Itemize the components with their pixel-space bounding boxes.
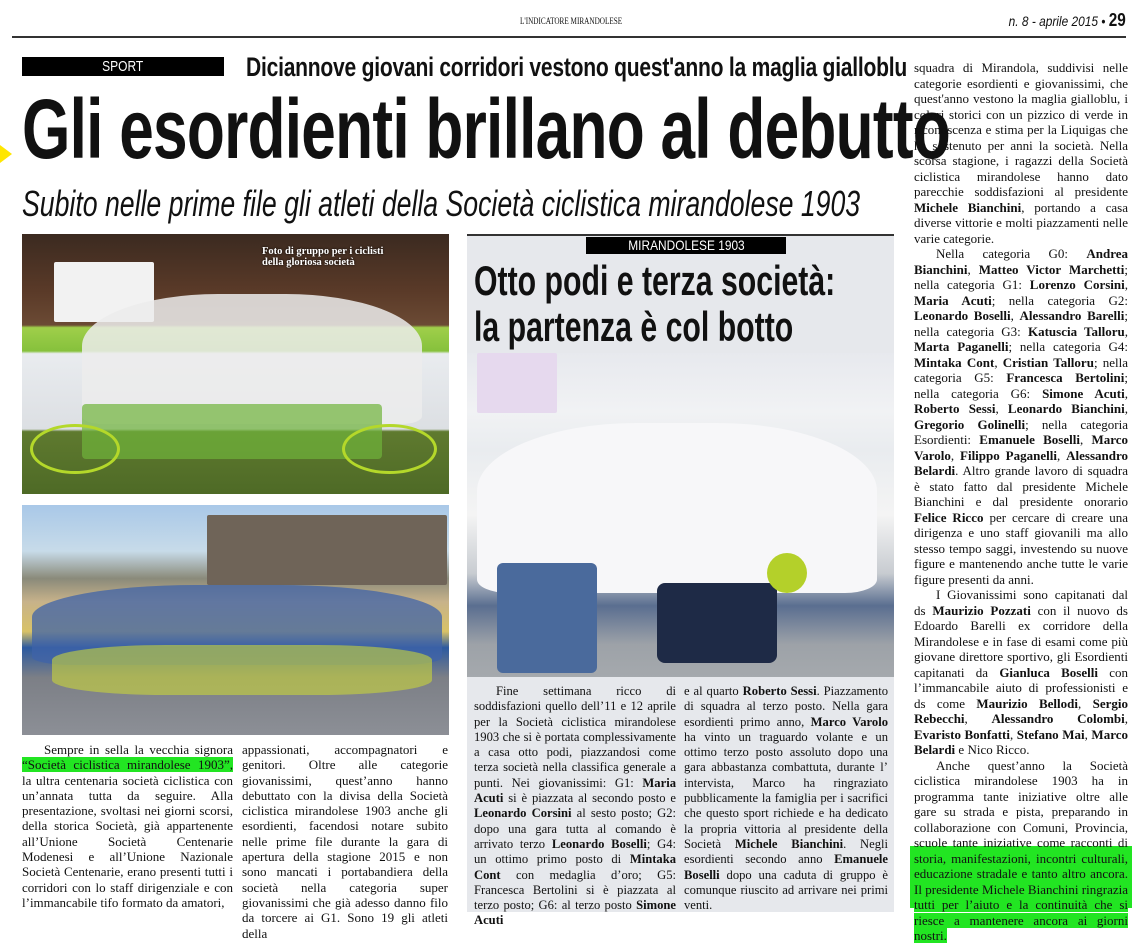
text-run: ; nella categoria G4: (1008, 339, 1128, 354)
bold-name: Alessandro Barelli (1019, 308, 1125, 323)
col5-p1-start: squadra di Mirandola, suddivisi nelle categorie esordienti e giovanissimi, che quest'anno vestono la maglia gialloblu, i colori storici con un pizzico di verde in riconoscenza e stima per la Liquigas che ha sostenuto per anni la società. Nella scorsa stagione, i ragazzi della Società ciclistica mirandolese hanno dato parecchie soddisfazioni al presidente (914, 60, 1128, 199)
bold-name: Marco Belardi (914, 726, 1128, 757)
flower-bouquet (767, 553, 807, 593)
text-run: , (994, 354, 1003, 370)
sidebar-title-line1: Otto podi e terza società: (474, 257, 836, 304)
text-run: . Negli esordienti secondo anno (684, 836, 889, 867)
bold-name: Alessandro Belardi (914, 447, 1129, 478)
text-run: , (1124, 711, 1128, 726)
staff-paragraph (914, 587, 1128, 758)
text-run: si è piazzata al secondo posto e (503, 791, 676, 806)
bold-name: Roberto Sessi (914, 401, 996, 416)
text-run: . Altro grande lavoro di squadra è stato fatto dal presidente Michele Bianchini e dal presidente onorario (914, 463, 1128, 509)
bold-name: Michele Bianchini (734, 836, 844, 851)
text-run: Fine settimana ricco di soddisfazioni quello dell’11 e 12 aprile per la Società ciclistica mirandolese 1903 che si è portata complessivamente a casa otto podi, piazzandosi come terza società nella classifica generale a punti. Nei giovanissimi: G1: (474, 684, 676, 790)
text-run: , (1010, 308, 1020, 323)
bold-name: Maurizio Pozzati (932, 602, 1031, 618)
section-tag-label: SPORT (102, 58, 144, 75)
categories-paragraph (914, 246, 1128, 587)
text-run: , (1124, 401, 1129, 416)
text-run: ; nella categoria G3: (914, 308, 1129, 339)
text-run: . Piazzamento di squadra al terzo posto. Nella gara esordienti primo anno, (684, 684, 889, 729)
text-run: , (967, 261, 979, 277)
headline: Gli esordienti brillano al debutto (22, 82, 951, 176)
bold-name: Stefano Mai (1016, 726, 1085, 742)
bold-name: Evaristo Bonfatti (914, 726, 1010, 742)
podium-photo (467, 353, 894, 677)
article-column-3 (914, 60, 1128, 944)
bold-name: Gregorio Golinelli (914, 416, 1026, 432)
bold-name: Maurizio Bellodi (976, 695, 1079, 711)
sidebar-section-tag-label: MIRANDOLESE 1903 (627, 237, 745, 253)
bold-name: Alessandro Colombi (991, 711, 1125, 726)
bicycle-left (30, 424, 120, 474)
bold-name: Leonardo Boselli (551, 836, 647, 851)
bold-name: Felice Ricco (914, 509, 984, 525)
sidebar-title-line2: la partenza è col botto (474, 303, 794, 350)
legs-group (82, 404, 382, 459)
bold-name: Matteo Victor Marchetti (978, 261, 1125, 277)
photo-caption-line2: della gloriosa società (262, 257, 355, 268)
bold-name: Maria Acuti (914, 292, 992, 308)
text-run: , (1124, 385, 1128, 401)
col1-text-rest: la ultra centenaria società ciclistica con un’annata tutta da seguire. Alla presentazione, svoltasi nei giorni scorsi, della storica Società, già appartenente all’Unione Società Centenarie Modenesi e all’Unione Nazionale Società Centenarie, erano presenti tutti i corridori con lo staff dirigenziale e con l’immancabile tifo formato da amatori, (22, 772, 233, 910)
header-rule (12, 36, 1126, 38)
text-run: ; nella categoria G2: (991, 292, 1129, 308)
bold-name: Andrea Bianchini (914, 246, 1128, 277)
col5-p4-text: Anche quest’anno la Società ciclistica mirandolese 1903 ha in programma tante iniziative oltre alle gare su strada e pista, preparando in collaborazione con Comuni, Provincia, scuole tante iniziative come racconti di storia, manifestazioni, incontri culturali, educazione stradale e tanto altro ancora. (914, 757, 1128, 881)
text-run: , (1124, 323, 1129, 339)
bold-name: Simone Acuti (474, 898, 676, 928)
building (207, 515, 447, 585)
pointer-arrow-icon (0, 145, 12, 163)
photo-caption-line1: Foto di gruppo per i ciclisti (262, 246, 384, 257)
text-run: , (964, 711, 992, 726)
bold-name: Marco Varolo (914, 432, 1129, 463)
bold-name: Marco Varolo (810, 714, 888, 729)
banner (477, 353, 557, 413)
newspaper-name: L'INDICATORE MIRANDOLESE (520, 16, 623, 26)
col5-p1-end: , portando a casa diverse vittorie e molti piazzamenti nelle varie categorie. (914, 199, 1129, 246)
issue-info (1009, 10, 1126, 31)
text-run: e al quarto (684, 684, 743, 698)
president-name: Michele Bianchini (914, 199, 1022, 215)
text-run: con il nuovo ds Edoardo Barelli ex corridore della Mirandolese e in fase di esami come più giovane direttore sportivo, gli Esordienti capitanati da (914, 602, 1128, 680)
bicycle-right (342, 424, 437, 474)
group-photo (22, 234, 449, 494)
sidebar-title (474, 258, 835, 350)
text-run: dopo una caduta di gruppo è comunque riuscito ad arrivare nei primi venti. (684, 867, 888, 913)
page-number: 29 (1108, 10, 1126, 30)
section-tag (22, 57, 224, 76)
bold-name: Mintaka Cont (914, 354, 995, 370)
text-run: , (1084, 726, 1092, 742)
bold-name: Mintaka Cont (474, 852, 676, 882)
text-run: ha vinto un traguardo volante e un ottimo terzo posto assoluto dopo una gara abbastanza combattuta, durante l’ intervista, Marco ha ringraziato pubblicamente la famiglia per i sacrifici che questo sport richiede e ha dedicato la propria vittoria al presidente della Società (684, 729, 888, 851)
kicker: Diciannove giovani corridori vestono quest'anno la maglia gialloblu (246, 52, 908, 82)
text-run: ; nella categoria Esordienti: (914, 416, 1128, 447)
text-run: con medaglia d’oro; G5: Francesca Bertolini si è piazzata al terzo posto; G6: al terzo posto (474, 867, 676, 913)
bold-name: Emanuele Boselli (684, 852, 888, 882)
col1-text-start: Sempre in sella la vecchia signora (44, 742, 233, 757)
bikes-row (52, 645, 432, 695)
bold-name: Katuscia Talloru (1027, 323, 1125, 339)
text-run: con l’immancabile aiuto di professionisti e ds come (914, 664, 1128, 711)
kids-seated (657, 583, 777, 663)
bold-name: Filippo Paganelli (960, 447, 1057, 463)
text-run: , (1079, 432, 1092, 447)
sidebar-column-1 (474, 684, 676, 929)
text-run: ; nella categoria G6: (914, 370, 1128, 401)
sidebar-col1-text (474, 684, 676, 929)
bold-name: Leonardo Corsini (474, 806, 572, 821)
text-run: Nella categoria G0: (936, 246, 1087, 261)
text-run: per cercare di creare una dirigenza e uno staff giovanili ma allo stesso tempo saggi, investendo su nuove figure e mantenendo anche tutte le varie figure presenti da anni. (914, 509, 1129, 587)
bold-name: Maria Acuti (474, 775, 676, 806)
cyclists-photo (22, 505, 449, 735)
highlighted-thanks: Il presidente Michele Bianchini ringrazia tutti per l’aiuto e la continuità che si riesce a mantenere ancora ai giorni nostri. (914, 881, 1128, 943)
bold-name: Leonardo Boselli (914, 308, 1011, 323)
bold-name: Emanuele Boselli (979, 432, 1080, 447)
text-run: e Nico Ricco. (955, 742, 1030, 757)
bold-name: Francesca Bertolini (1006, 370, 1125, 385)
text-run: ; G4: un ottimo primo posto di (474, 836, 677, 867)
bold-name: Lorenzo Corsini (1029, 277, 1125, 292)
issue-date: n. 8 - aprile 2015 • (1008, 13, 1106, 29)
masthead (0, 8, 1138, 38)
sidebar-column-2 (684, 684, 888, 913)
bold-name: Cristian Talloru (1002, 354, 1094, 370)
text-run: ; nella categoria G5: (914, 354, 1129, 385)
bold-name: Roberto Sessi (742, 684, 817, 698)
sidebar-col2-text (684, 684, 888, 913)
text-run: , (1010, 726, 1017, 742)
text-run: , (1078, 695, 1093, 711)
text-run: , (1124, 277, 1128, 292)
col2-text: appassionati, accompagnatori e genitori. Oltre alle categorie giovanissimi, quest’anno hanno debuttato con la divisa della Società ciclistica mirandolese 1903 anche gli esordienti, facendosi notare subito nelle prime file durante la gara di apertura della stagione 2015 e non sono mancati i portabandiera della società nella categoria super giovanissimi che già adesso danno filo da torcere ai G1. Sono 19 gli atleti della (242, 742, 448, 941)
bold-name: Sergio Rebecchi (914, 695, 1128, 726)
bold-name: Simone Acuti (1042, 385, 1125, 401)
jeans-left (497, 563, 597, 673)
bold-name: Marta Paganelli (914, 339, 1009, 354)
bold-name: Gianluca Boselli (999, 664, 1098, 680)
article-column-1 (22, 742, 233, 910)
subheadline: Subito nelle prime file gli atleti della Società ciclistica mirandolese 1903 (22, 183, 861, 224)
text-run: I Giovanissimi sono capitanati dal ds (914, 587, 1128, 618)
bold-name: Leonardo Bianchini (1007, 401, 1125, 416)
sidebar-section-tag (586, 237, 786, 254)
photo-caption (262, 246, 383, 268)
text-run: , (950, 447, 961, 463)
article-column-2 (242, 742, 448, 941)
text-run: , (995, 401, 1008, 416)
text-run: al sesto posto; G2: dopo una gara tutta al comando è arrivato terzo (474, 806, 676, 851)
text-run: , (1056, 447, 1067, 463)
sidebar-rule (467, 234, 894, 236)
highlighted-society-name: “Società ciclistica mirandolese 1903”, (22, 757, 233, 773)
text-run: ; nella categoria G1: (914, 261, 1128, 292)
